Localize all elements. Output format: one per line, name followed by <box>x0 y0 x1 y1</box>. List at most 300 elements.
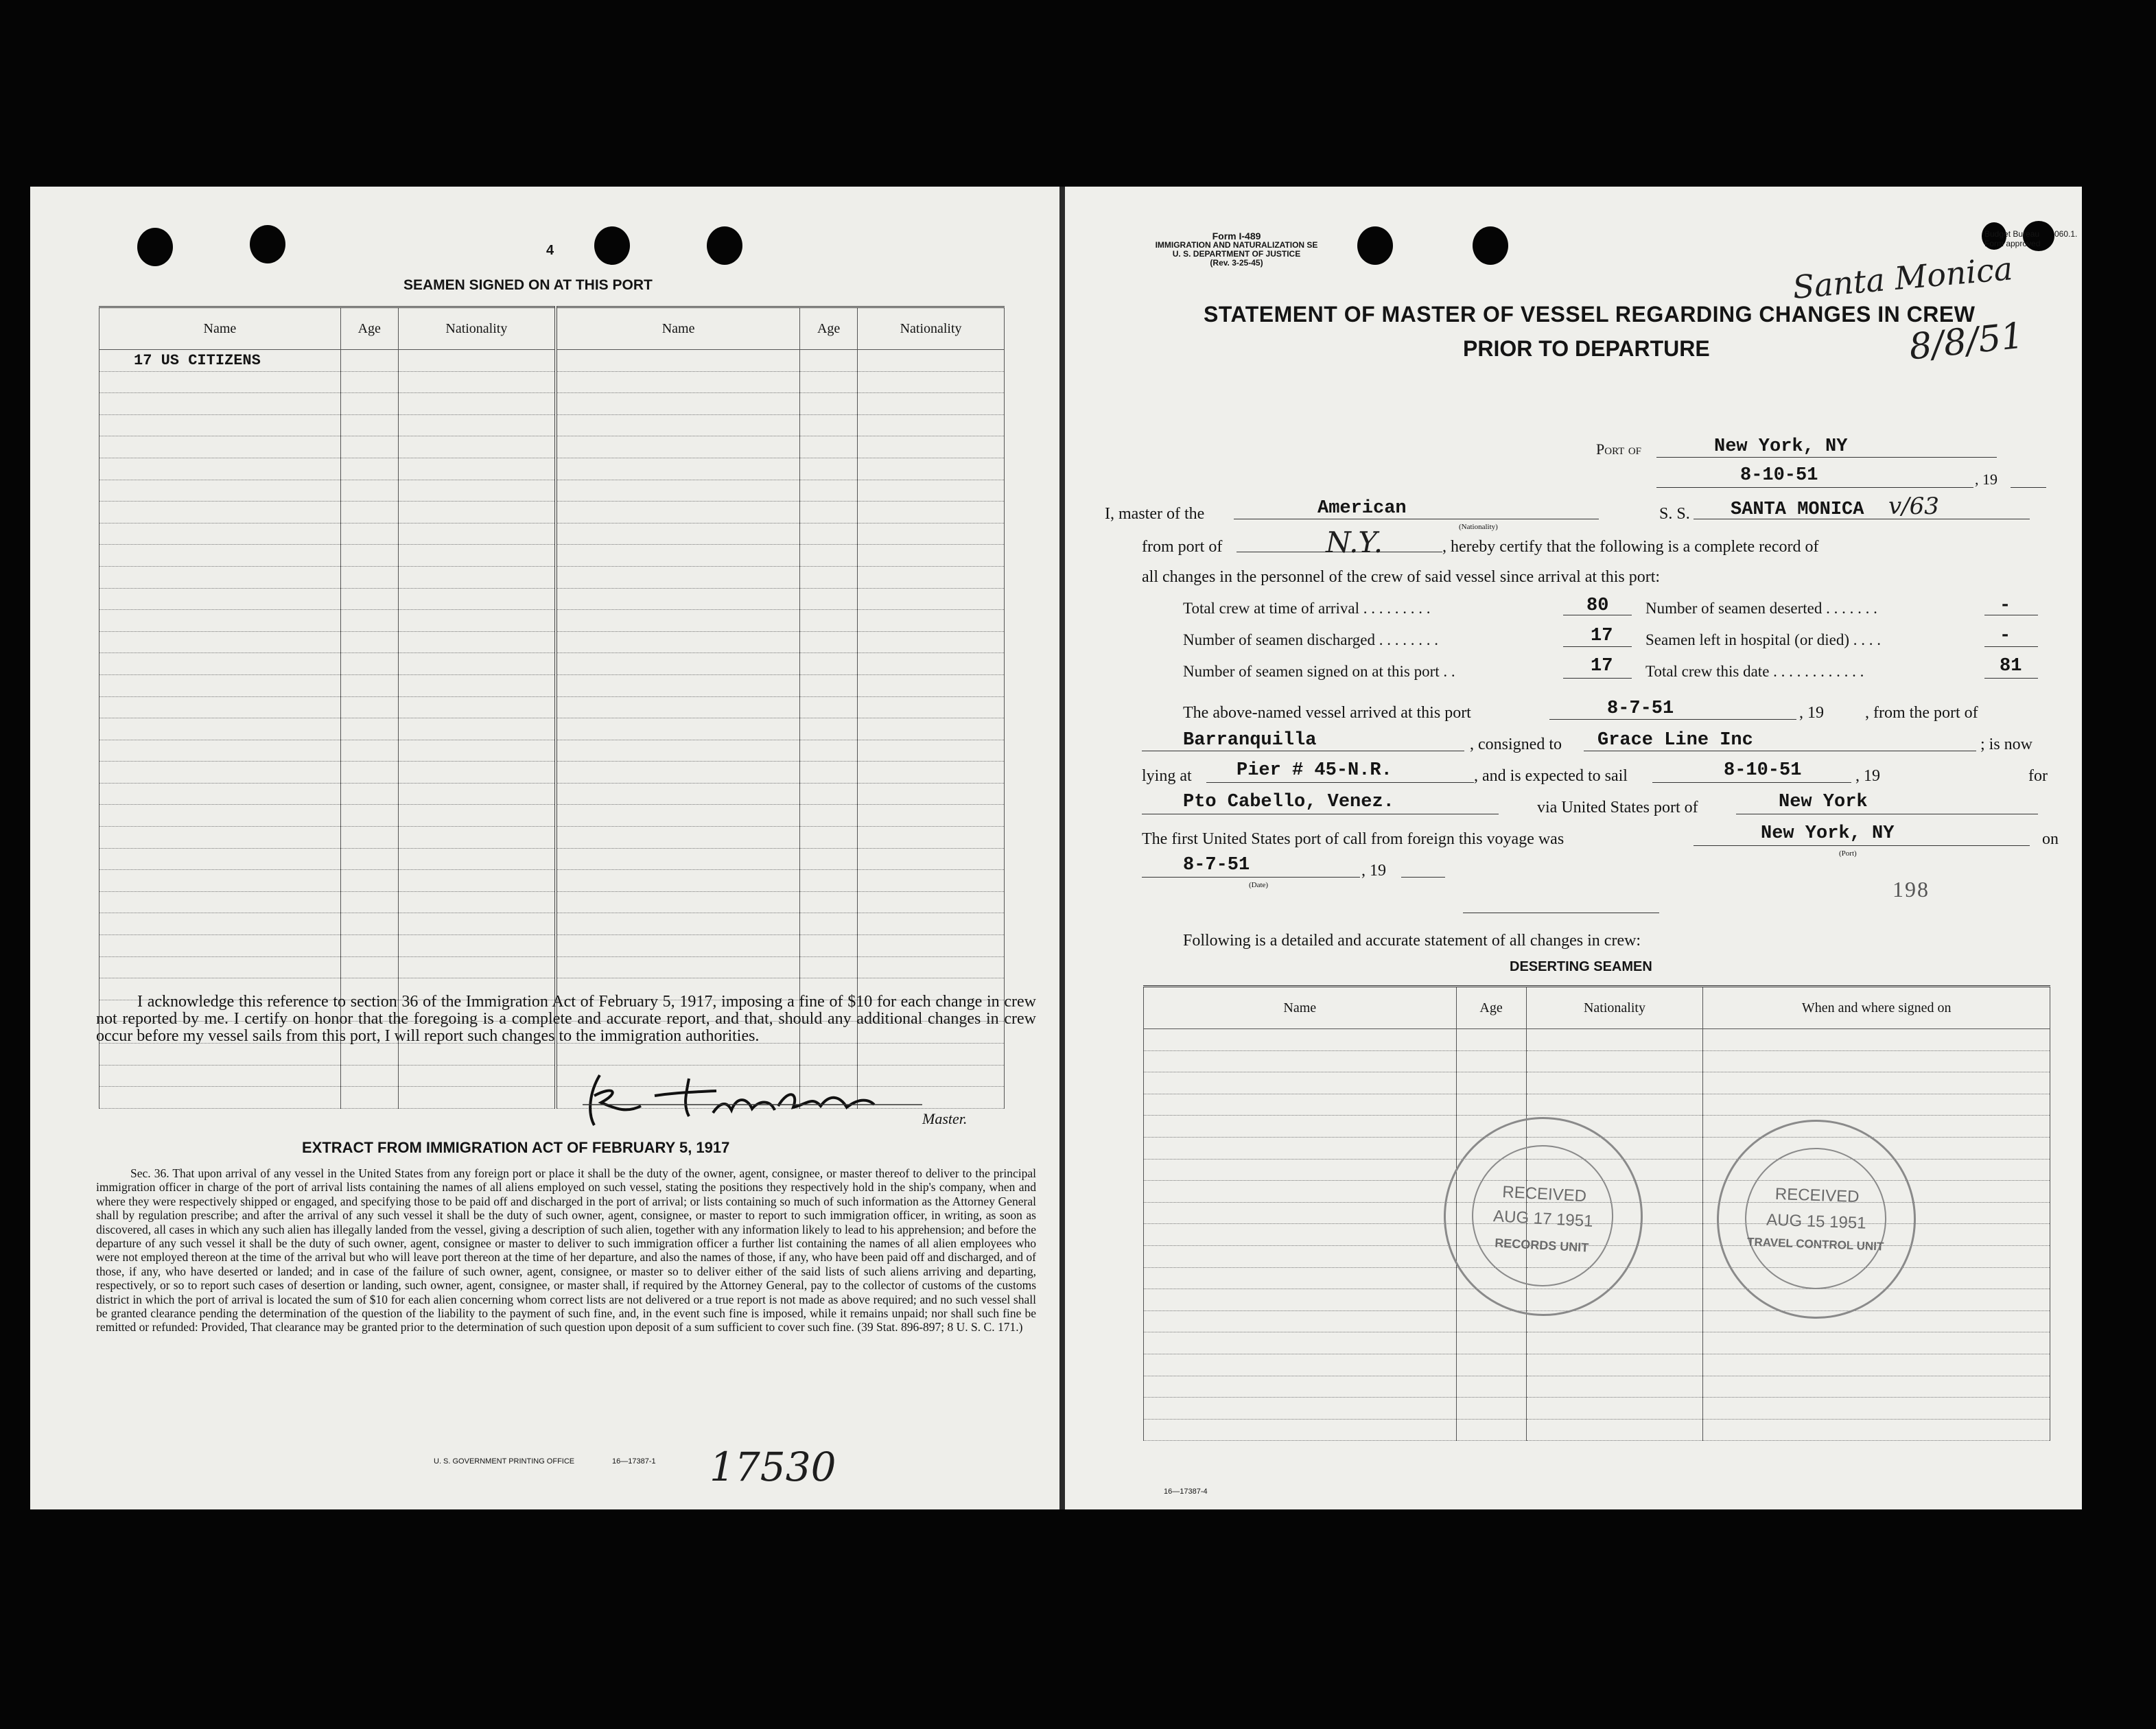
table-cell <box>398 631 556 653</box>
agency: IMMIGRATION AND NATURALIZATION SE <box>1155 240 1318 250</box>
table-cell <box>800 870 858 892</box>
table-row <box>99 956 1005 978</box>
table-cell <box>340 610 398 632</box>
table-cell <box>858 545 1005 567</box>
table-row <box>99 631 1005 653</box>
table-row <box>1144 1398 2050 1420</box>
table-cell <box>398 674 556 696</box>
table-cell <box>340 371 398 393</box>
table-cell <box>556 674 800 696</box>
table-cell <box>556 393 800 415</box>
table-cell <box>398 653 556 675</box>
master-label: Master. <box>922 1110 968 1127</box>
table-cell <box>1526 1419 1703 1441</box>
first-date: 8-7-51 <box>1183 855 1250 875</box>
table-row <box>99 653 1005 675</box>
stamp-unit: TRAVEL CONTROL UNIT <box>1746 1235 1884 1254</box>
table-cell <box>556 480 800 502</box>
table-cell <box>398 1087 556 1109</box>
table-cell <box>99 502 341 524</box>
first-port-text: The first United States port of call from foreign this voyage was <box>1142 830 1565 848</box>
expected-text: , and is expected to sail <box>1474 767 1628 785</box>
table-cell <box>340 1087 398 1109</box>
table-cell <box>1456 1072 1526 1094</box>
column-header: Name <box>556 307 800 350</box>
statement-date: 8-10-51 <box>1740 465 1818 486</box>
table-cell <box>1144 1029 1457 1051</box>
table-cell <box>99 696 341 718</box>
column-header: Nationality <box>398 307 556 350</box>
stat-hospital-value: - <box>2000 626 2011 646</box>
table-cell <box>556 762 800 784</box>
first-port: New York, NY <box>1761 823 1895 844</box>
table-cell <box>340 674 398 696</box>
table-cell <box>556 653 800 675</box>
table-cell <box>340 935 398 957</box>
table-cell <box>1144 1419 1457 1441</box>
table-cell <box>1144 1245 1457 1267</box>
table-cell <box>340 870 398 892</box>
table-cell <box>1144 1137 1457 1159</box>
stat-deserted-value: - <box>2000 596 2011 616</box>
table-cell <box>1144 1094 1457 1116</box>
table-cell <box>556 891 800 913</box>
table-cell <box>398 848 556 870</box>
table-row <box>99 783 1005 805</box>
table-cell <box>800 502 858 524</box>
ship-name: SANTA MONICA <box>1731 499 1864 520</box>
revision: (Rev. 3-25-45) <box>1210 258 1263 268</box>
table-cell <box>858 393 1005 415</box>
from-port-label: from port of <box>1142 538 1223 556</box>
column-header: Nationality <box>1526 987 1703 1029</box>
table-cell <box>858 1044 1005 1066</box>
table-row <box>99 740 1005 762</box>
table-cell <box>99 458 341 480</box>
table-cell <box>99 674 341 696</box>
stat-signed-on-label: Number of seamen signed on at this port . . <box>1183 663 1455 680</box>
table-cell <box>556 523 800 545</box>
stamp-received: RECEIVED <box>1774 1184 1860 1207</box>
table-cell <box>556 696 800 718</box>
table-cell <box>398 696 556 718</box>
table-cell <box>398 1065 556 1087</box>
column-header: Nationality <box>858 307 1005 350</box>
table-cell <box>858 502 1005 524</box>
stat-total-date-value: 81 <box>2000 656 2022 677</box>
table-cell <box>1703 1094 2050 1116</box>
table-cell <box>858 674 1005 696</box>
table-cell <box>340 827 398 849</box>
table-row <box>99 588 1005 610</box>
table-cell <box>556 870 800 892</box>
table-cell <box>1703 1419 2050 1441</box>
table-row <box>99 502 1005 524</box>
table-cell <box>398 891 556 913</box>
table-cell <box>340 414 398 436</box>
table-row <box>1144 1332 2050 1354</box>
table-cell <box>858 631 1005 653</box>
table-cell <box>99 848 341 870</box>
table-cell <box>1144 1354 1457 1376</box>
table-cell <box>99 935 341 957</box>
table-row <box>99 696 1005 718</box>
lying-at-text: lying at <box>1142 767 1192 785</box>
table-cell <box>800 545 858 567</box>
table-row <box>1144 1376 2050 1398</box>
table-cell <box>800 610 858 632</box>
table-cell <box>398 956 556 978</box>
form-code-right: 16—17387-4 <box>1164 1487 1208 1496</box>
table-cell <box>340 393 398 415</box>
table-cell <box>556 631 800 653</box>
stat-hospital-label: Seamen left in hospital (or died) . . . . <box>1645 631 1882 648</box>
table-cell <box>340 631 398 653</box>
table-cell <box>800 718 858 740</box>
table-cell <box>556 783 800 805</box>
table-cell <box>340 1065 398 1087</box>
from-port-value: N.Y. <box>1326 526 1383 559</box>
table-cell <box>1456 1029 1526 1051</box>
table-cell <box>1703 1354 2050 1376</box>
master-of-label: I, master of the <box>1105 505 1205 523</box>
table-row <box>99 935 1005 957</box>
arrived-text: The above-named vessel arrived at this port <box>1183 704 1471 722</box>
table-row <box>99 870 1005 892</box>
sail-date: 8-10-51 <box>1724 760 1802 781</box>
table-cell <box>398 350 556 372</box>
stat-discharged-value: 17 <box>1591 626 1613 646</box>
table-cell <box>340 696 398 718</box>
table-cell <box>1144 1332 1457 1354</box>
table-cell <box>800 848 858 870</box>
table-cell <box>398 502 556 524</box>
arrived-date: 8-7-51 <box>1607 698 1674 719</box>
table-cell <box>556 935 800 957</box>
table-row <box>99 827 1005 849</box>
table-cell <box>99 913 341 935</box>
deserting-title: DESERTING SEAMEN <box>1510 959 1652 974</box>
table-cell <box>858 762 1005 784</box>
table-cell <box>1703 1376 2050 1398</box>
table-cell <box>1456 1398 1526 1420</box>
table-cell <box>340 718 398 740</box>
table-row <box>99 393 1005 415</box>
table-cell <box>340 545 398 567</box>
table-cell <box>99 631 341 653</box>
table-cell <box>1526 1332 1703 1354</box>
table-cell <box>858 935 1005 957</box>
table-cell <box>858 827 1005 849</box>
punch-hole <box>594 226 630 265</box>
column-header: Age <box>340 307 398 350</box>
table-cell <box>340 805 398 827</box>
table-cell <box>398 913 556 935</box>
table-row <box>99 891 1005 913</box>
year-prefix: , 19 <box>1975 471 1997 488</box>
form-code-left: 16—17387-1 <box>612 1457 656 1466</box>
table-cell <box>1456 1332 1526 1354</box>
table-cell <box>556 458 800 480</box>
year-prefix-3: , 19 <box>1855 767 1880 785</box>
table-cell <box>800 414 858 436</box>
budget-code: 060.1. <box>2054 229 2078 239</box>
table-row <box>1144 1354 2050 1376</box>
table-row <box>99 566 1005 588</box>
section-title: SEAMEN SIGNED ON AT THIS PORT <box>403 277 653 293</box>
table-cell <box>1703 1050 2050 1072</box>
year-prefix-2: , 19 <box>1799 704 1824 722</box>
budget-bureau <box>1984 229 2040 248</box>
table-cell <box>556 805 800 827</box>
budget-label: Budget Bureau <box>1984 229 2040 239</box>
table-cell <box>99 566 341 588</box>
stamp-date: AUG 17 1951 <box>1492 1207 1594 1231</box>
column-header: Age <box>1456 987 1526 1029</box>
page-number: 4 <box>546 243 554 258</box>
table-cell <box>556 827 800 849</box>
table-cell <box>800 371 858 393</box>
table-cell <box>340 458 398 480</box>
table-cell <box>398 566 556 588</box>
table-cell <box>99 480 341 502</box>
table-cell <box>1526 1050 1703 1072</box>
table-cell <box>858 610 1005 632</box>
table-cell <box>800 696 858 718</box>
extract-text: Sec. 36. That upon arrival of any vessel in the United States from any foreign port or place it shall be the duty of the owner, agent, consignee, or master thereof to deliver to the principal immigration officer in charge of the port of arrival lists containing the names of all aliens employed on such vessel, stating the positions they respectively hold in the ship's company, when and where they were respectively shipped or engaged, and specifying those to be paid off and discharged in the port of arrival; or lists containing so much of such information as the Attorney General shall by regulation prescribe; and after the arrival of any such vessel it shall be the duty of such owner, agent, consignee, or master to report to such immigration officer, in writing, as soon as discovered, all cases in which any such alien has illegally landed from the vessel, giving a description of such alien, together with any information likely to lead to his apprehension; and before the departure of any such vessel it shall be the duty of such owner, agent, consignee or master to deliver to such immigration officer a further list containing the names of all alien employees who were not employed thereon at the time of the arrival but who will leave port thereon at the time of her departure, and also the names of those, if any, who have been paid off and discharged, and of those, if any, who have deserted or landed; and in case of the failure of such owner, agent, consignee, or master so to deliver either of the said lists of such aliens arriving and departing, respectively, or so to report such cases of desertion or landing, such owner, agent, consignee, or master shall, if required by the Attorney General, pay to the collector of customs of the customs district in which the port of arrival is located the sum of $10 for each alien concerning whom correct lists are not delivered or a true report is not made as above required; and no such vessel shall be granted clearance pending the determination of the question of the liability to the payment of such fine, and, in the event such fine is imposed, while it remains unpaid; nor shall such fine be remitted or refunded: Provided, That clearance may be granted prior to the determination of such question upon deposit of a sum sufficient to cover such fine. (39 Stat. 896-897; 8 U. S. C. 171.) <box>96 1166 1036 1334</box>
table-cell <box>1526 1354 1703 1376</box>
following-text: Following is a detailed and accurate statement of all changes in crew: <box>1183 932 1641 950</box>
printing-office: U. S. GOVERNMENT PRINTING OFFICE <box>434 1457 575 1466</box>
table-cell <box>800 805 858 827</box>
table-cell <box>398 870 556 892</box>
table-cell <box>398 588 556 610</box>
table-cell <box>858 696 1005 718</box>
table-cell <box>858 805 1005 827</box>
form-title-line2: PRIOR TO DEPARTURE <box>1463 336 1710 361</box>
table-row <box>99 674 1005 696</box>
table-cell <box>99 956 341 978</box>
table-cell <box>1144 1267 1457 1289</box>
destination: Pto Cabello, Venez. <box>1183 792 1394 812</box>
handwritten-number: 17530 <box>710 1444 836 1490</box>
table-cell <box>99 545 341 567</box>
table-cell <box>398 827 556 849</box>
table-cell <box>1456 1419 1526 1441</box>
ss-label: S. S. <box>1659 505 1690 523</box>
table-cell <box>99 1065 341 1087</box>
table-cell <box>1703 1029 2050 1051</box>
punch-hole <box>137 228 173 266</box>
table-cell <box>800 631 858 653</box>
form-header <box>1147 232 1326 268</box>
table-cell <box>556 1044 800 1066</box>
table-cell <box>800 1044 858 1066</box>
on-text: on <box>2042 830 2059 848</box>
table-cell <box>340 1044 398 1066</box>
table-cell <box>556 588 800 610</box>
punch-hole <box>1357 226 1393 265</box>
table-cell <box>1456 1050 1526 1072</box>
table-cell <box>99 805 341 827</box>
table-row <box>99 1044 1005 1066</box>
table-cell <box>858 783 1005 805</box>
table-cell <box>858 436 1005 458</box>
table-cell <box>556 848 800 870</box>
table-cell <box>858 848 1005 870</box>
table-cell <box>340 913 398 935</box>
table-cell <box>556 610 800 632</box>
table-cell <box>858 350 1005 372</box>
table-cell <box>800 566 858 588</box>
table-cell <box>858 523 1005 545</box>
table-cell <box>398 393 556 415</box>
stat-total-date-label: Total crew this date . . . . . . . . . . . . <box>1645 663 1864 680</box>
table-cell <box>398 480 556 502</box>
department: U. S. DEPARTMENT OF JUSTICE <box>1172 249 1301 259</box>
table-cell <box>1144 1050 1457 1072</box>
table-row <box>99 610 1005 632</box>
handwritten-date: 8/8/51 <box>1907 315 2026 368</box>
ship-annotation: v/63 <box>1888 493 1939 520</box>
table-cell <box>858 414 1005 436</box>
port-of-label: Port of <box>1596 440 1642 458</box>
stamp-date: AUG 15 1951 <box>1766 1210 1867 1233</box>
table-cell <box>99 393 341 415</box>
pier: Pier # 45-N.R. <box>1237 760 1392 781</box>
table-cell <box>800 891 858 913</box>
punch-hole <box>1473 226 1508 265</box>
table-cell <box>1703 1072 2050 1094</box>
table-cell <box>556 913 800 935</box>
column-header: Name <box>99 307 341 350</box>
table-cell <box>398 545 556 567</box>
table-row <box>99 913 1005 935</box>
stamp-unit: RECORDS UNIT <box>1494 1236 1589 1255</box>
table-cell <box>1144 1116 1457 1138</box>
table-cell: 17 US CITIZENS <box>99 350 341 372</box>
table-cell <box>858 653 1005 675</box>
table-cell <box>858 588 1005 610</box>
via-port: New York <box>1779 792 1868 812</box>
table-cell <box>800 674 858 696</box>
table-cell <box>1526 1376 1703 1398</box>
nationality-caption: (Nationality) <box>1459 523 1498 531</box>
table-cell <box>800 480 858 502</box>
table-cell <box>556 956 800 978</box>
table-cell <box>99 436 341 458</box>
table-cell <box>858 718 1005 740</box>
table-cell <box>340 588 398 610</box>
table-cell <box>398 935 556 957</box>
table-cell <box>99 870 341 892</box>
table-cell <box>99 1044 341 1066</box>
table-cell <box>800 827 858 849</box>
table-cell <box>800 393 858 415</box>
table-row <box>99 436 1005 458</box>
table-cell <box>1526 1072 1703 1094</box>
table-cell <box>1526 1094 1703 1116</box>
table-cell <box>1526 1398 1703 1420</box>
table-cell <box>858 740 1005 762</box>
table-cell <box>99 523 341 545</box>
table-cell <box>1456 1376 1526 1398</box>
form-title-line1: STATEMENT OF MASTER OF VESSEL REGARDING CHANGES IN CREW <box>1204 302 1976 327</box>
table-row <box>99 371 1005 393</box>
table-cell <box>858 566 1005 588</box>
serial-number: 198 <box>1893 877 1930 902</box>
stamp-received: RECEIVED <box>1501 1182 1587 1206</box>
table-cell <box>1456 1354 1526 1376</box>
table-cell <box>340 956 398 978</box>
table-cell <box>858 458 1005 480</box>
table-cell <box>556 350 800 372</box>
stat-signed-on-value: 17 <box>1591 656 1613 677</box>
table-cell <box>340 762 398 784</box>
punch-hole <box>250 225 285 263</box>
table-row <box>99 350 1005 372</box>
port-of-value: New York, NY <box>1714 436 1848 457</box>
table-row <box>99 848 1005 870</box>
column-header: Age <box>800 307 858 350</box>
table-cell <box>858 371 1005 393</box>
table-cell <box>556 545 800 567</box>
table-cell <box>1456 1094 1526 1116</box>
table-cell <box>800 588 858 610</box>
table-cell <box>1703 1398 2050 1420</box>
consigned-to-text: , consigned to <box>1470 736 1562 753</box>
form-approved: Form approved <box>1984 239 2041 248</box>
table-row <box>99 458 1005 480</box>
via-text: via United States port of <box>1537 799 1698 816</box>
table-cell <box>1144 1072 1457 1094</box>
table-cell <box>1456 1310 1526 1332</box>
left-page <box>30 187 1059 1509</box>
table-cell <box>556 436 800 458</box>
table-cell <box>99 371 341 393</box>
table-row <box>99 480 1005 502</box>
table-cell <box>1703 1332 2050 1354</box>
table-cell <box>398 783 556 805</box>
table-row <box>99 545 1005 567</box>
table-row <box>99 523 1005 545</box>
stat-deserted-label: Number of seamen deserted . . . . . . . <box>1645 600 1877 617</box>
changes-text: all changes in the personnel of the crew of said vessel since arrival at this port: <box>1142 568 1661 586</box>
port-caption: (Port) <box>1839 849 1857 858</box>
column-header: Name <box>1144 987 1457 1029</box>
table-cell <box>99 1087 341 1109</box>
table-row <box>99 805 1005 827</box>
is-now-text: ; is now <box>1980 736 2033 753</box>
table-cell <box>340 740 398 762</box>
table-cell <box>800 762 858 784</box>
table-cell <box>99 653 341 675</box>
table-cell <box>556 718 800 740</box>
table-cell <box>800 935 858 957</box>
table-row <box>99 762 1005 784</box>
table-row <box>1144 1419 2050 1441</box>
table-cell <box>340 350 398 372</box>
table-cell <box>340 566 398 588</box>
table-cell <box>1144 1181 1457 1203</box>
table-cell <box>800 783 858 805</box>
table-cell <box>800 458 858 480</box>
page-spine <box>1059 187 1065 1509</box>
date-caption: (Date) <box>1249 881 1269 889</box>
table-row <box>1144 1072 2050 1094</box>
table-cell <box>99 891 341 913</box>
consignee: Grace Line Inc <box>1597 730 1753 751</box>
